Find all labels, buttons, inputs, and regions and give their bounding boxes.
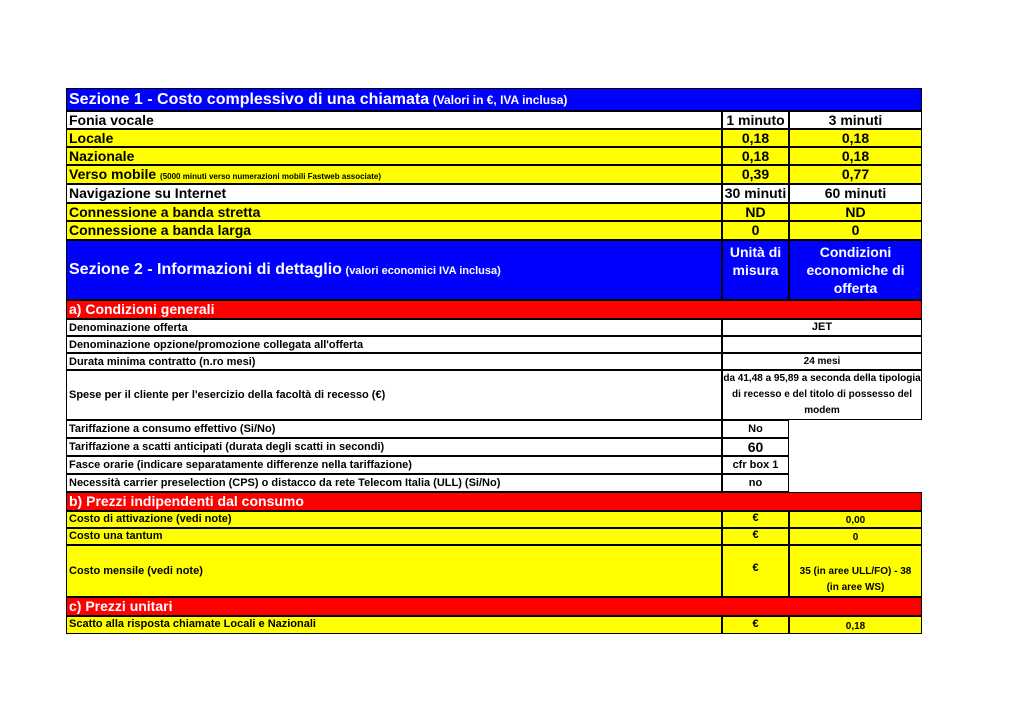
general-row-label: Fasce orarie (indicare separatamente differenze nella tariffazione) xyxy=(66,456,722,474)
fixed-prices-row xyxy=(66,545,922,597)
internet-header-label: Navigazione su Internet xyxy=(66,184,722,203)
general-row-label: Necessità carrier preselection (CPS) o distacco da rete Telecom Italia (ULL) (Si/No) xyxy=(66,474,722,492)
voice-row-nazionale xyxy=(66,147,922,165)
section2-unit-header: Unità di misura xyxy=(722,240,789,300)
general-row-value: 24 mesi xyxy=(722,353,922,370)
unit-prices-header-row xyxy=(66,597,922,616)
voice-row-mobile xyxy=(66,165,922,184)
fixed-prices-row-unit: € xyxy=(722,511,789,528)
fixed-prices-row-label: Costo una tantum xyxy=(66,528,722,545)
voice-row-label: Verso mobile xyxy=(69,166,157,182)
general-row xyxy=(66,353,922,370)
general-row xyxy=(66,474,922,492)
voice-row-locale xyxy=(66,129,922,147)
general-row xyxy=(66,336,922,353)
unit-prices-header: c) Prezzi unitari xyxy=(66,597,922,616)
unit-prices-row xyxy=(66,616,922,634)
voice-row-value-1: 0,18 xyxy=(722,129,789,147)
general-row-value xyxy=(722,336,922,353)
fixed-prices-row-value: 0 xyxy=(789,528,922,545)
fixed-prices-row-label: Costo mensile (vedi note) xyxy=(66,545,722,597)
unit-prices-row-unit: € xyxy=(722,616,789,634)
section1-header-cell xyxy=(66,88,922,111)
internet-row-label: Connessione a banda stretta xyxy=(66,203,722,221)
general-row-value: 60 xyxy=(722,438,789,456)
voice-row-label: Locale xyxy=(66,129,722,147)
voice-header-col2: 3 minuti xyxy=(789,111,922,129)
general-row xyxy=(66,420,922,438)
internet-row-value-2: ND xyxy=(789,203,922,221)
general-header: a) Condizioni generali xyxy=(66,300,922,319)
general-row-value: JET xyxy=(722,319,922,336)
internet-row-value-2: 0 xyxy=(789,221,922,240)
fixed-prices-header-row xyxy=(66,492,922,511)
general-row-value: cfr box 1 xyxy=(722,456,789,474)
internet-header-col2: 60 minuti xyxy=(789,184,922,203)
general-header-row xyxy=(66,300,922,319)
voice-row-value-1: 0,39 xyxy=(722,165,789,184)
fixed-prices-row-value: 35 (in aree ULL/FO) - 38 (in aree WS) xyxy=(789,545,922,597)
internet-row-value-1: 0 xyxy=(722,221,789,240)
fixed-prices-row-value: 0,00 xyxy=(789,511,922,528)
section2-subtitle: (valori economici IVA inclusa) xyxy=(345,265,501,277)
unit-prices-row-value: 0,18 xyxy=(789,616,922,634)
fixed-prices-row-unit: € xyxy=(722,545,789,597)
voice-header-label: Fonia vocale xyxy=(66,111,722,129)
internet-row-broadband xyxy=(66,221,922,240)
section1-header-row xyxy=(66,88,922,111)
fixed-prices-row xyxy=(66,511,922,528)
general-row-label: Denominazione offerta xyxy=(66,319,722,336)
unit-prices-row-label: Scatto alla risposta chiamate Locali e Nazionali xyxy=(66,616,722,634)
general-row xyxy=(66,456,922,474)
internet-row-narrowband xyxy=(66,203,922,221)
general-row xyxy=(66,319,922,336)
voice-row-value-2: 0,18 xyxy=(789,129,922,147)
fixed-prices-row-unit: € xyxy=(722,528,789,545)
general-row-label: Tariffazione a scatti anticipati (durata degli scatti in secondi) xyxy=(66,438,722,456)
general-row xyxy=(66,370,922,420)
voice-row-note: (5000 minuti verso numerazioni mobili Fastweb associate) xyxy=(160,172,381,181)
general-row xyxy=(66,438,922,456)
voice-row-label: Nazionale xyxy=(66,147,722,165)
voice-header-col1: 1 minuto xyxy=(722,111,789,129)
section2-title: Sezione 2 - Informazioni di dettaglio xyxy=(69,261,342,278)
fixed-prices-header: b) Prezzi indipendenti dal consumo xyxy=(66,492,922,511)
internet-header-row xyxy=(66,184,922,203)
internet-header-col1: 30 minuti xyxy=(722,184,789,203)
voice-header-row xyxy=(66,111,922,129)
fixed-prices-row xyxy=(66,528,922,545)
internet-row-value-1: ND xyxy=(722,203,789,221)
section2-header-row xyxy=(66,240,922,300)
general-row-label: Denominazione opzione/promozione collegata all'offerta xyxy=(66,336,722,353)
voice-row-value-1: 0,18 xyxy=(722,147,789,165)
voice-row-value-2: 0,18 xyxy=(789,147,922,165)
section2-conditions-header: Condizioni economiche di offerta xyxy=(789,240,922,300)
section2-header-cell xyxy=(66,240,722,300)
internet-row-label: Connessione a banda larga xyxy=(66,221,722,240)
general-row-label: Spese per il cliente per l'esercizio della facoltà di recesso (€) xyxy=(66,370,722,420)
general-row-value: No xyxy=(722,420,789,438)
general-row-value: no xyxy=(722,474,789,492)
section1-subtitle: (Valori in €, IVA inclusa) xyxy=(432,93,568,107)
general-row-label: Durata minima contratto (n.ro mesi) xyxy=(66,353,722,370)
fixed-prices-row-label: Costo di attivazione (vedi note) xyxy=(66,511,722,528)
voice-row-label-cell xyxy=(66,165,722,184)
general-row-label: Tariffazione a consumo effettivo (Si/No) xyxy=(66,420,722,438)
voice-row-value-2: 0,77 xyxy=(789,165,922,184)
general-row-value: da 41,48 a 95,89 a seconda della tipologia di recesso e del titolo di possesso del modem xyxy=(722,370,922,420)
section1-title: Sezione 1 - Costo complessivo di una chiamata xyxy=(69,91,430,108)
